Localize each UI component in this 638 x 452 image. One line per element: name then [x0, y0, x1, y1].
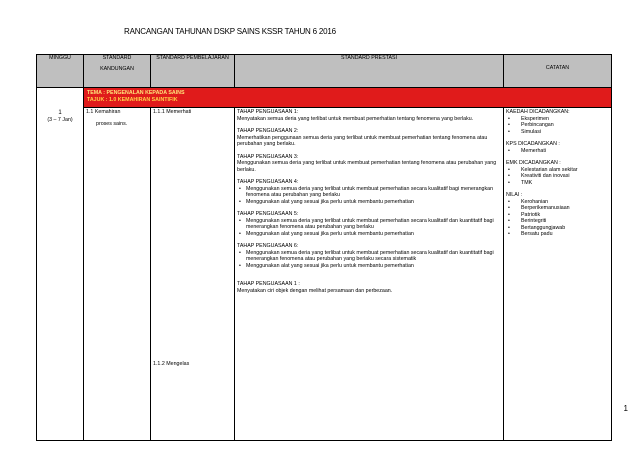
prestasi-list: [235, 108, 503, 301]
tahap-bullets: [237, 186, 501, 206]
tahap-bullet: • Menggunakan semua deria yang terlibat untuk membuat pemerhatian secara kualitatif dan kuantitatif bagi menerangkan fenomena atau perubahan yang berlaku secara sistematik: [246, 250, 501, 263]
catatan-section-nilai: [506, 192, 609, 238]
catatan-items: [506, 199, 609, 238]
tahap-penguasaan: [237, 281, 501, 294]
tahap-penguasaan: [237, 243, 501, 269]
content-row: [37, 108, 612, 441]
catatan-item: • Berintegriti: [515, 218, 609, 225]
tahap-bullet: • Menggunakan alat yang sesuai jika perlu untuk membantu pemerhatian: [246, 199, 501, 206]
header-standard-pembelajaran: STANDARD PEMBELAJARAN: [151, 55, 235, 88]
tajuk-title: TAJUK : 1.0 KEMAHIRAN SAINTIFIK: [87, 96, 178, 103]
header-minggu: MINGGU: [37, 55, 84, 88]
tema-title: TEMA : PENGENALAN KEPADA SAINS: [87, 90, 185, 96]
tahap-bullet: • Menggunakan semua deria yang terlibat untuk membuat pemerhatian secara kualitatif dan kuantitatif bagi menerangkan fenomena atau perubahan yang berlaku: [246, 218, 501, 231]
week-cell: [37, 88, 84, 441]
header-standard-kandungan-line1: STANDARD: [102, 55, 132, 61]
catatan-item: • Kreativiti dan inovasi: [515, 173, 609, 180]
page-number: 1: [623, 404, 628, 413]
document-title: RANCANGAN TAHUNAN DSKP SAINS KSSR TAHUN 6 2016: [124, 27, 336, 36]
catatan-item: • Berperikemanusiaan: [515, 205, 609, 212]
tahap-text: Memerhatikan penggunaan semua deria yang terlibat untuk membuat pemerhatian tentang fenomena atau perubahan yang berlaku.: [237, 134, 488, 147]
catatan-item: • Kerohanian: [515, 199, 609, 206]
catatan-item: • Eksperimen: [515, 116, 609, 123]
tahap-text: Menyatakan semua deria yang terlibat untuk membuat pemerhatian tentang fenomena yang berlaku.: [237, 115, 474, 122]
table-header-row: [37, 55, 612, 88]
tahap-penguasaan: [237, 109, 501, 122]
catatan-item: • Perbincangan: [515, 122, 609, 129]
tahap-title: TAHAP PENGUASAAN 2:: [237, 128, 299, 134]
catatan-item: • Simulasi: [515, 129, 609, 136]
catatan-section-emk: [506, 160, 609, 186]
tahap-penguasaan: [237, 154, 501, 174]
catatan-item: • Bertanggungjawab: [515, 225, 609, 232]
tahap-text: Menggunakan semua deria yang terlibat untuk membuat pemerhatian tentang fenomena atau perubahan yang berlaku.: [237, 160, 497, 173]
catatan-item: • TMK: [515, 180, 609, 187]
tahap-title: TAHAP PENGUASAAN 1:: [237, 109, 299, 115]
catatan-section-title: KPS DICADANGKAN :: [506, 141, 560, 147]
catatan-item: • Patriotik: [515, 212, 609, 219]
catatan-section-title: KAEDAH DICADANGKAN:: [506, 109, 570, 115]
tahap-bullet: • Menggunakan alat yang sesuai jika perlu untuk membantu pemerhatian: [246, 231, 501, 238]
catatan-items: [506, 167, 609, 187]
tahap-bullets: [237, 218, 501, 238]
header-standard-prestasi: STANDARD PRESTASI: [235, 55, 504, 88]
kandungan-line1: 1.1 Kemahiran: [86, 109, 121, 115]
catatan-item: • Bersatu padu: [515, 231, 609, 238]
catatan-item: • Memerhati: [515, 148, 609, 155]
catatan-items: [506, 148, 609, 155]
catatan-section-kps: [506, 141, 609, 154]
pembelajaran-cell: [151, 108, 235, 441]
tahap-text: Menyatakan ciri objek dengan melihat persamaan dan perbezaan.: [237, 287, 393, 294]
header-standard-kandungan: [84, 55, 151, 88]
prestasi-cell: [235, 108, 504, 441]
tema-banner: [84, 88, 612, 108]
tahap-penguasaan: [237, 179, 501, 205]
tahap-title: TAHAP PENGUASAAN 6:: [237, 243, 299, 249]
tahap-title: TAHAP PENGUASAAN 5:: [237, 211, 299, 217]
tahap-title: TAHAP PENGUASAAN 3:: [237, 153, 299, 160]
annual-plan-table: [36, 54, 612, 441]
week-number: 1: [58, 110, 62, 116]
kandungan-line2: proses sains.: [96, 120, 128, 127]
kandungan-cell: [84, 108, 151, 441]
pembelajaran-mengelas: 1.1.2 Mengelas: [153, 361, 190, 367]
catatan-item: • Kelestarian alam sekitar: [515, 167, 609, 174]
catatan-items: [506, 116, 609, 136]
tahap-bullet: • Menggunakan semua deria yang terlibat untuk membuat pemerhatian secara kualitatif bagi menerangkan fenomena atau perubahan yang berlaku: [246, 186, 501, 199]
tahap-bullet: • Menggunakan alat yang sesuai jika perlu untuk membantu pemerhatian: [246, 263, 501, 270]
catatan-list: [504, 108, 611, 245]
catatan-section-title: NILAI :: [506, 192, 523, 198]
tahap-bullets: [237, 250, 501, 270]
tahap-penguasaan: [237, 128, 501, 148]
tahap-title: TAHAP PENGUASAAN 4:: [237, 179, 299, 185]
catatan-cell: [504, 108, 612, 441]
catatan-section-kaedah: [506, 109, 609, 135]
tema-row: [37, 88, 612, 108]
header-standard-kandungan-line2: KANDUNGAN: [100, 65, 134, 72]
week-dates: (3 – 7 Jan): [47, 116, 73, 123]
catatan-section-title: EMK DICADANGKAN :: [506, 160, 561, 166]
pembelajaran-memerhati: 1.1.1 Memerhati: [153, 109, 192, 115]
header-catatan: CATATAN: [504, 55, 612, 88]
tahap-title: TAHAP PENGUASAAN 1 :: [237, 281, 300, 287]
tahap-penguasaan: [237, 211, 501, 237]
